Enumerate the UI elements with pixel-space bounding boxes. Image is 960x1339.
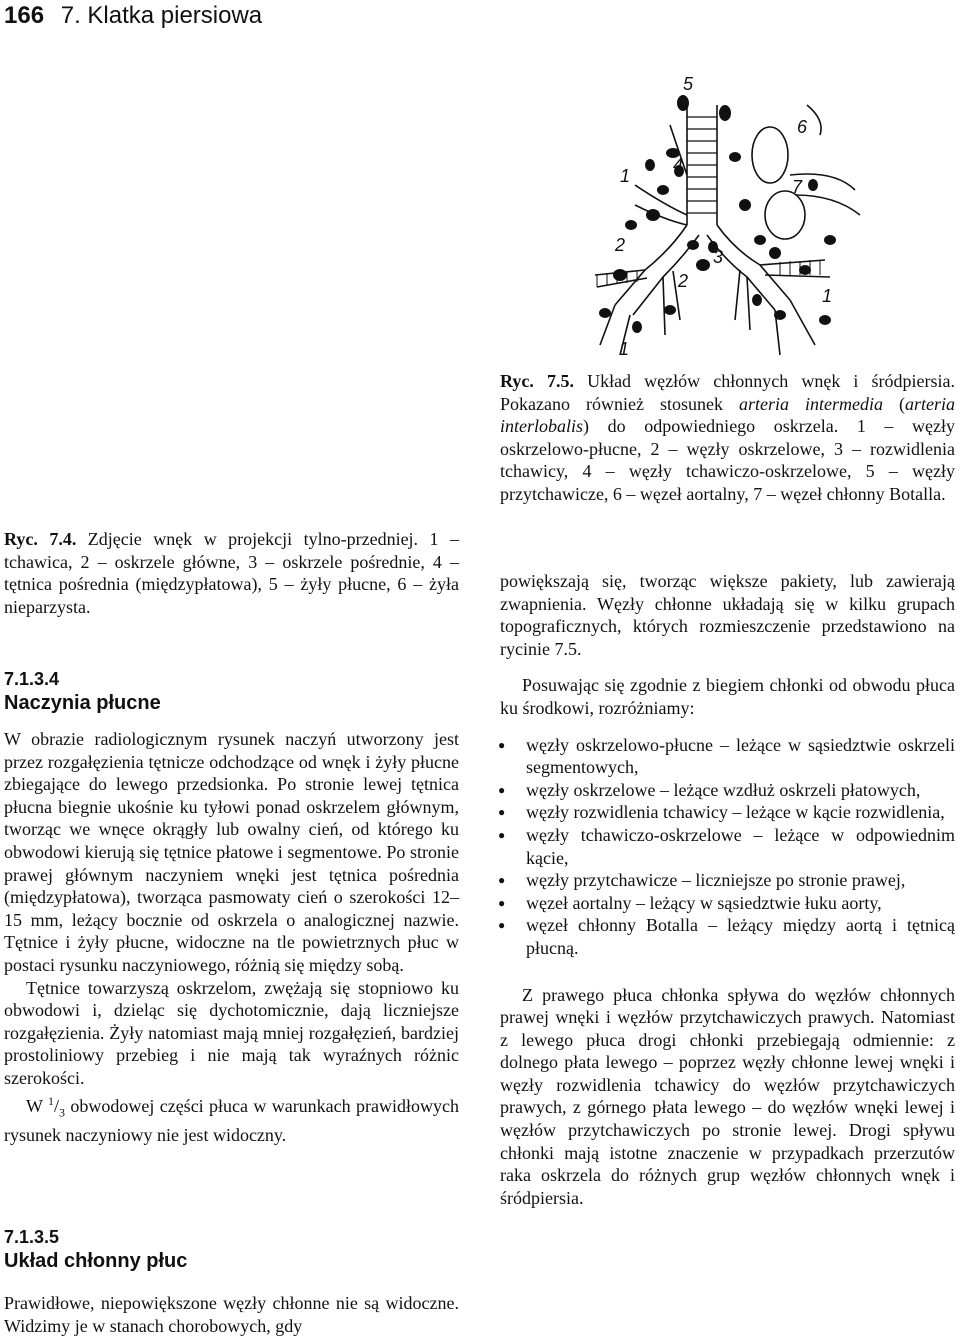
paragraph: Posuwając się zgodnie z biegiem chłonki od obwodu płuca ku środkowi, rozróżniamy: [500,675,955,718]
caption-text: Układ węzłów chłonnych wnęk i śródpiersia. Pokazano również stosunek [500,371,955,414]
lymph-node-list [522,734,955,960]
list-item: ● węzły oskrzelowo-płucne – leżące w sąsiedztwie oskrzeli segmentowych, [522,734,955,779]
figure-label-4: 4 [673,155,684,175]
caption-term: arteria interlobalis [500,393,956,437]
paragraph: Z prawego płuca chłonka spływa do węzłów chłonnych prawej wnęki i węzłów przytchawiczych prawych. Natomiast z lewego płuca drogi chłonki przebiegają odmiennie: z dolnego płata lewego – poprzez węzły chłonne lewej wnęki i węzły rozwidlenia tchawicy do węzłów przytchawiczych prawych, z górnego płata lewego – do węzłów wnęki lewej i węzłów przytchawiczych po stronie lewej. Drogi spływu chłonki mają istotne znaczenie w przypadkach przerzutów raka oskrzela do różnych grup węzłów chłonnych wnęk i śródpiersia. [500,984,955,1208]
paragraph: Tętnice towarzyszą oskrzelom, zwężają się stopniowo ku obwodowi i, dzieląc się dychotomicznie, dają liczniejsze rozgałęzienia. Żyły natomiast mają mniej rozgałęzień, bardziej prostoliniowy przebieg i nie mają tak wyraźnych różnic szerokości. [4,977,459,1088]
caption-label: Ryc. 7.5. [500,371,574,391]
figure-label-7: 7 [792,177,803,197]
figure-label-1: 1 [620,166,631,186]
section-number: 7.1.3.4 [4,669,60,689]
caption-text: Zdjęcie wnęk w projekcji tylno-przedniej. 1 – tchawica, 2 – oskrzele główne, 3 – oskrzele pośrednie, 4 – tętnica pośrednia (międzypłatowa), 5 – żyły płucne, 6 – żyła nieparzysta. [4,529,459,617]
paragraph: Prawidłowe, niepowiększone węzły chłonne nie są widoczne. Widzimy je w stanach chorobowych, gdy [4,1293,459,1336]
section-number: 7.1.3.5 [4,1227,60,1247]
paragraph: W obrazie radiologicznym rysunek naczyń utworzony jest przez rozgałęzienia tętnicze odchodzące od wnęk i żyły płucne zbiegające do lewego przedsionka. Po stronie lewej tętnica płucna biegnie ukośnie ku tyłowi ponad oskrzelem głównym, tworząc we wnęce okrągły lub owalny cień, od którego ku obwodowi kierują się tętnice płatowe i segmentowe. Po stronie prawej głównym naczyniem wnęki jest tętnica pośrednia (międzypłatowa), tworząca pasmowaty cień o szerokości 12–15 mm, leżący bocznie od oskrzela o analogicznej nazwie. Tętnice i żyły płucne, widoczne na tle powietrznych płuc w postaci rysunku naczyniowego, różnią się między sobą. [4,729,459,975]
list-item: ● węzeł aortalny – leżący w sąsiedztwie łuku aorty, [522,892,955,915]
figure-label-2b: 2 [678,271,689,291]
list-item: ● węzeł chłonny Botalla – leżący między aortą i tętnicą płucną. [522,914,955,959]
paragraph: W $^1/_3$ obwodowej części płuca w warunkach prawidłowych rysunek naczyniowy nie jest widoczny. [4,1093,459,1145]
section-title: Układ chłonny płuc [4,1250,188,1272]
figure-caption-7-4 [4,528,459,618]
figure-label-3: 3 [713,247,724,267]
caption-term: arteria intermedia [738,393,883,414]
caption-text: ) do odpowiedniego oskrzela. 1 – węzły oskrzelowo-płucne, 2 – węzły oskrzelowe, 3 – rozwidlenia tchawicy, 4 – węzły tchawiczo-oskrzelowe, 5 – węzły przytchawicze, 6 – węzeł aortalny, 7 – węzeł chłonny Botalla. [500,416,955,504]
caption-label: Ryc. 7.4. [4,529,77,549]
list-item: ● węzły tchawiczo-oskrzelowe – leżące w odpowiednim kącie, [522,824,955,869]
figure-label-1b: 1 [822,286,833,306]
figure-label-1c: 1 [619,339,630,359]
figure-label-5: 5 [683,74,694,94]
list-item: ● węzły przytchawicze – liczniejsze po stronie prawej, [522,869,955,892]
lymph-node-diagram [575,65,865,365]
paragraph: powiększają się, tworząc większe pakiety, lub zawierają zwapnienia. Węzły chłonne układają się w kilku grupach topograficznych, których rozmieszczenie przedstawiono na rycinie 7.5. [500,571,955,659]
list-item: ● węzły rozwidlenia tchawicy – leżące w kącie rozwidlenia, [522,801,955,824]
figure-label-2: 2 [615,235,626,255]
list-item: ● węzły oskrzelowe – leżące wzdłuż oskrzeli płatowych, [522,779,955,802]
page-number: 166 [4,2,45,29]
chapter-title: 7. Klatka piersiowa [60,2,263,29]
figure-caption-7-5 [500,370,955,506]
left-column [4,728,459,1146]
figure-label-6: 6 [797,117,808,137]
right-column [500,570,955,1209]
page-header [4,2,262,30]
caption-text: ( [882,393,905,414]
section-title: Naczynia płucne [4,692,161,714]
left-column-bottom [4,1292,459,1337]
